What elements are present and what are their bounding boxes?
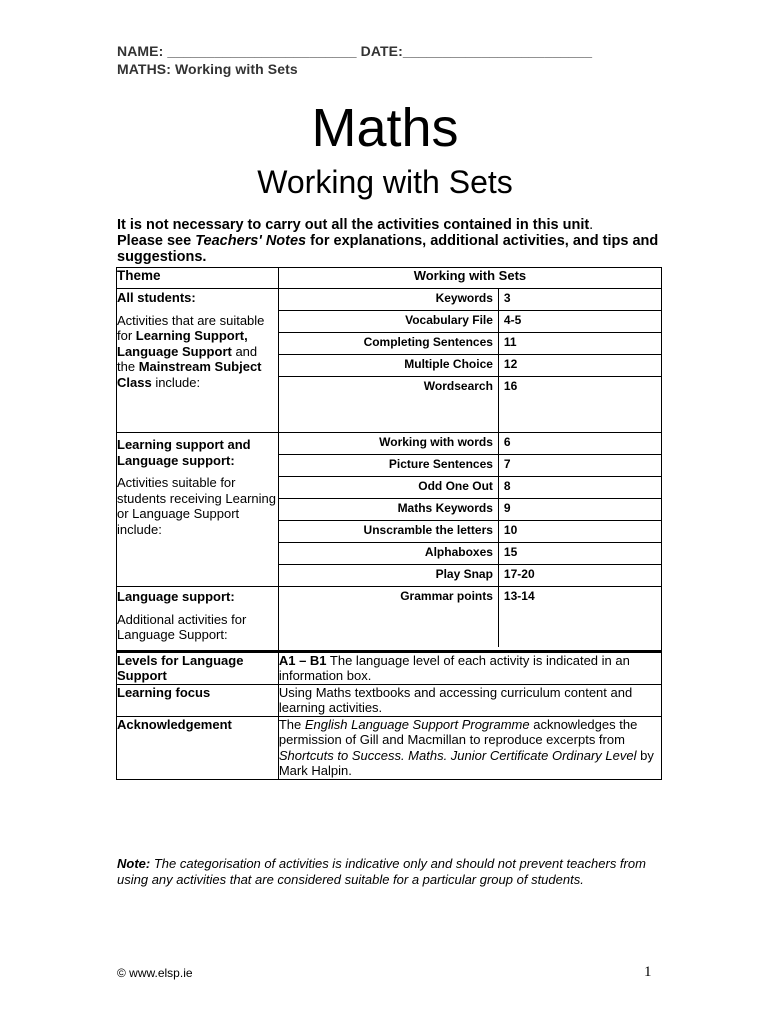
levels-label: Levels for Language Support bbox=[117, 651, 279, 684]
theme-header: Theme bbox=[117, 268, 279, 289]
list-item: Maths Keywords 9 bbox=[279, 499, 661, 521]
levels-value: A1 – B1 The language level of each activity is indicated in an information box. bbox=[278, 651, 661, 684]
subject-line: MATHS: Working with Sets bbox=[117, 61, 298, 77]
all-students-heading: All students: bbox=[117, 290, 196, 305]
learning-support-cell bbox=[117, 433, 279, 587]
intro-text bbox=[117, 217, 667, 265]
learning-support-text: Activities suitable for students receiving Learning or Language Support include: bbox=[117, 475, 276, 537]
learning-focus-value: Using Maths textbooks and accessing curriculum content and learning activities. bbox=[278, 684, 661, 716]
intro-line-2-post: for explanations, additional activities, and tips and suggestions. bbox=[117, 233, 659, 265]
intro-line-1-end: . bbox=[589, 217, 594, 233]
learning-support-activities bbox=[278, 433, 661, 587]
language-support-text: Additional activities for Language Support: bbox=[117, 611, 247, 642]
acknowledgement-label: Acknowledgement bbox=[117, 716, 279, 779]
language-support-activities bbox=[278, 587, 661, 652]
unit-header: Working with Sets bbox=[278, 268, 661, 289]
list-item: Play Snap 17-20 bbox=[279, 565, 661, 587]
list-item: Grammar points 13-14 bbox=[279, 587, 661, 647]
list-item: Wordsearch 16 bbox=[279, 377, 661, 433]
all-students-text: Activities that are suitable for Learning Support, Language Support and the Mainstream Subject Class include: bbox=[117, 312, 265, 390]
list-item: Unscramble the letters 10 bbox=[279, 521, 661, 543]
acknowledgement-value: The English Language Support Programme acknowledges the permission of Gill and Macmillan to reproduce excerpts from Shortcuts to Success. Maths. Junior Certificate Ordinary Level by Mark Halpin. bbox=[278, 716, 661, 779]
list-item: Keywords 3 bbox=[279, 289, 661, 311]
activities-table bbox=[116, 267, 662, 780]
teachers-notes-ref: Teachers' Notes bbox=[195, 233, 307, 249]
learning-support-heading: Learning support and Language support: bbox=[117, 437, 251, 468]
footer-website: © www.elsp.ie bbox=[117, 966, 193, 980]
learning-focus-label: Learning focus bbox=[117, 684, 279, 716]
list-item: Working with words 6 bbox=[279, 433, 661, 455]
list-item: Odd One Out 8 bbox=[279, 477, 661, 499]
note-text: Note: The categorisation of activities is indicative only and should not prevent teachers from using any activities that are considered suitable for a particular group of students. bbox=[117, 856, 646, 887]
list-item: Picture Sentences 7 bbox=[279, 455, 661, 477]
page-number: 1 bbox=[644, 964, 652, 980]
note-label: Note: bbox=[117, 856, 151, 871]
intro-line-2-pre: Please see bbox=[117, 233, 196, 249]
name-date-line: NAME: ________________________ DATE:________________________ bbox=[117, 43, 593, 59]
intro-line-1: It is not necessary to carry out all the activities contained in this unit bbox=[117, 217, 590, 233]
list-item: Multiple Choice 12 bbox=[279, 355, 661, 377]
language-support-cell bbox=[117, 587, 279, 652]
list-item: Vocabulary File 4-5 bbox=[279, 311, 661, 333]
page-title: Maths bbox=[311, 98, 459, 158]
list-item: Alphaboxes 15 bbox=[279, 543, 661, 565]
all-students-activities bbox=[278, 289, 661, 433]
page-subtitle: Working with Sets bbox=[257, 164, 513, 200]
list-item: Completing Sentences 11 bbox=[279, 333, 661, 355]
all-students-cell bbox=[117, 289, 279, 433]
language-support-heading: Language support: bbox=[117, 589, 235, 604]
